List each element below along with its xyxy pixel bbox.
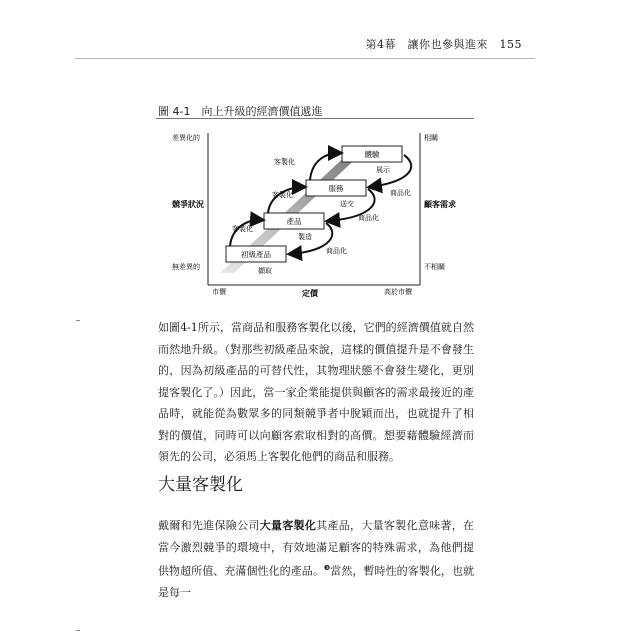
stage-label-experiences: 體驗	[364, 150, 380, 159]
label-customize-3: 客製化	[274, 158, 295, 166]
left-axis-bottom: 無差異的	[172, 263, 200, 271]
bottom-axis-left: 市價	[212, 288, 226, 296]
header-rule	[75, 58, 535, 59]
paragraph-2-lead: 戴爾和先進保險公司	[158, 519, 260, 532]
right-axis-top: 相關	[424, 134, 438, 142]
stage-label-commodities: 初級產品	[241, 250, 271, 259]
stage-label-goods: 產品	[286, 217, 302, 226]
left-axis-top: 差異化的	[172, 134, 200, 142]
label-stage: 展示	[376, 166, 390, 174]
bottom-axis-right: 高於市價	[384, 288, 412, 296]
paragraph-2-body: 其產品，大量客製化意味著，在當今激烈競爭的環境中，有效地滿足顧客的特殊需求，為他們提供物超所值、充滿個性化的產品。	[158, 519, 475, 578]
figure-rule	[156, 118, 474, 119]
label-extract: 擷取	[258, 267, 272, 275]
label-deliver: 送交	[340, 200, 354, 208]
page-edge-mark	[76, 320, 80, 321]
section-title: 大量客製化	[158, 475, 243, 495]
right-axis-bottom: 不相關	[424, 263, 445, 271]
left-axis-middle: 競爭狀況	[172, 200, 204, 209]
economic-value-figure	[150, 125, 480, 300]
bottom-axis-center: 定價	[302, 289, 318, 298]
figure-caption: 圖 4-1 向上升級的經濟價值遞進	[158, 105, 323, 118]
footnote-marker: ❸	[323, 564, 331, 572]
right-axis-middle: 顧客需求	[424, 200, 456, 209]
page-edge-mark	[76, 630, 80, 631]
label-customize-2: 客製化	[272, 191, 293, 199]
label-customize-1: 客製化	[232, 225, 253, 233]
label-commoditize-3: 商品化	[390, 189, 411, 197]
paragraph-1: 如圖4-1所示，當商品和服務客製化以後，它們的經濟價值就自然而然地升級。（對那些初級產品來說，這樣的價值提升是不會發生的，因為初級產品的可替代性，其物理狀態不會發生變化，更別提客製化了。）因此，當一家企業能提供與顧客的需求最接近的產品時，就能從為數眾多的同類競爭者中脫穎而出，也就提升了相對的價值，同時可以向顧客索取相對的高價。想要藉體驗經濟而領先的公司，必須馬上客製化他們的商品和服務。	[158, 321, 474, 463]
paragraph-2	[158, 515, 474, 604]
paragraph-2-bold: 大量客製化	[259, 519, 317, 532]
label-commoditize-1: 商品化	[358, 214, 379, 222]
stage-label-services: 服務	[328, 184, 344, 193]
paragraph-2-tail: 當然，暫時性的客製化，也就是每一	[158, 564, 475, 600]
figure-svg	[150, 125, 480, 300]
running-head: 第4幕 讓你也參與進來 155	[365, 38, 522, 51]
label-make: 製造	[298, 233, 312, 241]
label-commoditize-2: 商品化	[326, 247, 347, 255]
